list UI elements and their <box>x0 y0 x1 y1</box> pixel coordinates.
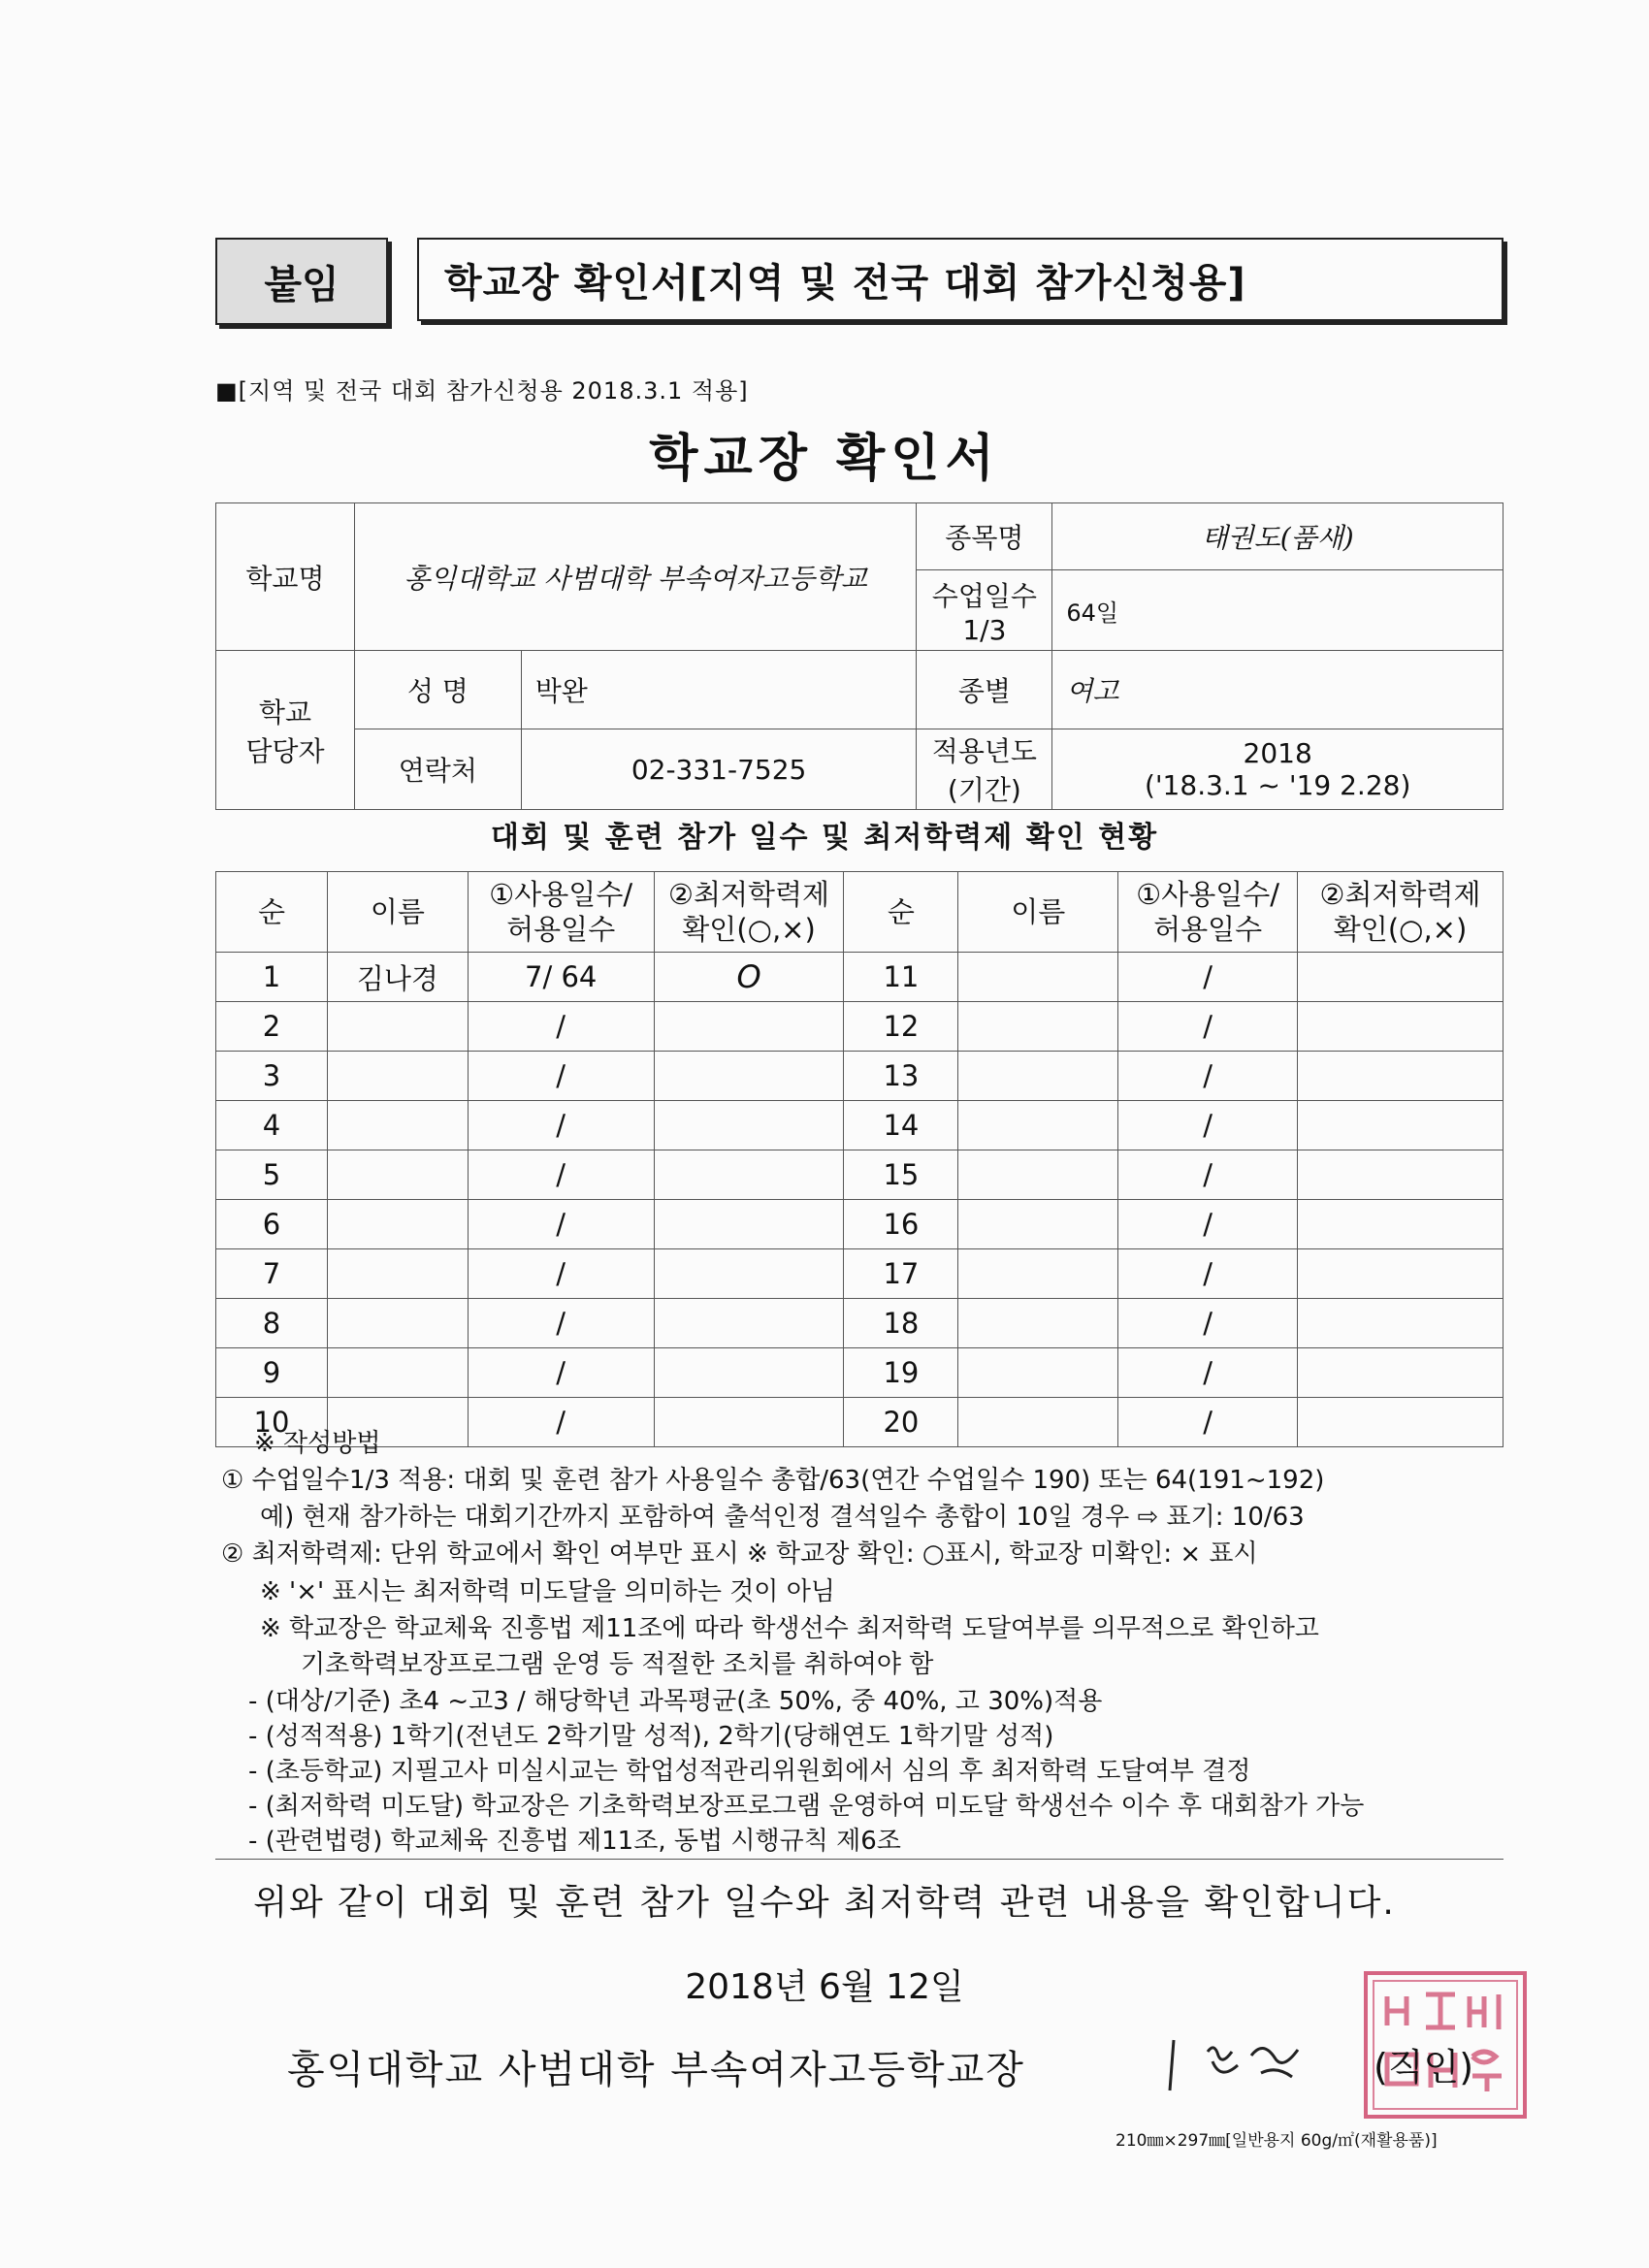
row-check-2 <box>1298 1150 1504 1200</box>
row-name-2 <box>958 1150 1118 1200</box>
event-label: 종목명 <box>917 503 1052 570</box>
note-line-7: - (대상/기준) 초4 ~고3 / 해당학년 과목평균(초 50%, 중 40%, 고 30%)적용 <box>248 1687 1103 1716</box>
signature-icon <box>1154 2023 1348 2100</box>
table-row <box>216 1348 1504 1398</box>
row-days: / <box>468 1052 654 1101</box>
row-no: 9 <box>216 1348 328 1398</box>
principal-name: 홍익대학교 사범대학 부속여자고등학교장 <box>287 2048 1025 2092</box>
row-check-2 <box>1298 1002 1504 1052</box>
col-header-check-2 <box>1298 872 1504 953</box>
participation-table-body <box>216 953 1504 1447</box>
row-check-2 <box>1298 1398 1504 1447</box>
row-no: 8 <box>216 1299 328 1348</box>
year-value-line1: 2018 <box>1243 737 1312 769</box>
row-name <box>327 1101 468 1150</box>
contact-label: 연락처 <box>354 729 521 810</box>
row-no-2: 13 <box>844 1052 958 1101</box>
row-no-2: 20 <box>844 1398 958 1447</box>
row-name-2 <box>958 1002 1118 1052</box>
category-label: 종별 <box>917 651 1052 729</box>
row-name-2 <box>958 1200 1118 1249</box>
col-header-no-2: 순 <box>844 872 958 953</box>
note-line-5: ※ 학교장은 학교체육 진흥법 제11조에 따라 학생선수 최저학력 도달여부를 의무적으로 확인하고 <box>260 1614 1319 1643</box>
row-name-2 <box>958 953 1118 1002</box>
table-row <box>216 1101 1504 1150</box>
document-header-title <box>417 238 1504 321</box>
row-check <box>654 1052 844 1101</box>
note-line-10: - (최저학력 미도달) 학교장은 기초학력보장프로그램 운영하여 미도달 학생선수 이수 후 대회참가 가능 <box>248 1792 1365 1821</box>
issue-date: 2018년 6월 12일 <box>685 1967 964 2007</box>
row-name-2 <box>958 1052 1118 1101</box>
row-days: / <box>468 1348 654 1398</box>
row-name-2 <box>958 1101 1118 1150</box>
row-no: 2 <box>216 1002 328 1052</box>
row-no-2: 11 <box>844 953 958 1002</box>
table-row <box>216 1200 1504 1249</box>
row-name-2 <box>958 1398 1118 1447</box>
row-name-2 <box>958 1299 1118 1348</box>
attachment-tag <box>215 238 388 325</box>
row-no: 7 <box>216 1249 328 1299</box>
row-check <box>654 1299 844 1348</box>
participation-table <box>215 871 1504 1447</box>
row-check <box>654 1101 844 1150</box>
notes-heading: ※ 작성방법 <box>254 1429 381 1458</box>
row-no-2: 19 <box>844 1348 958 1398</box>
row-no-2: 17 <box>844 1249 958 1299</box>
row-name <box>327 1249 468 1299</box>
row-days-2: / <box>1118 1299 1298 1348</box>
row-no-2: 12 <box>844 1002 958 1052</box>
days-label <box>917 570 1052 651</box>
row-no: 1 <box>216 953 328 1002</box>
table-row <box>216 1002 1504 1052</box>
row-check <box>654 1150 844 1200</box>
row-check: O <box>654 953 844 1002</box>
row-check-2 <box>1298 1249 1504 1299</box>
col-header-check-2-line1: ②최저학력제 <box>1319 877 1481 911</box>
row-name <box>327 1200 468 1249</box>
table-row <box>216 1052 1504 1101</box>
row-check-2 <box>1298 1348 1504 1398</box>
row-check-2 <box>1298 1101 1504 1150</box>
row-name <box>327 1150 468 1200</box>
row-no: 5 <box>216 1150 328 1200</box>
page-title: 학교장 확인서 <box>649 430 1000 488</box>
row-no-2: 14 <box>844 1101 958 1150</box>
table-row <box>216 1150 1504 1200</box>
row-check-2 <box>1298 1299 1504 1348</box>
row-no-2: 18 <box>844 1299 958 1348</box>
row-days: / <box>468 1002 654 1052</box>
year-label-line1: 적용년도 <box>931 735 1037 767</box>
row-days: / <box>468 1200 654 1249</box>
row-days: / <box>468 1150 654 1200</box>
staff-label-line2: 담당자 <box>245 734 325 767</box>
year-value <box>1052 729 1504 810</box>
note-line-3: ② 최저학력제: 단위 학교에서 확인 여부만 표시 ※ 학교장 확인: ○표시, 학교장 미확인: × 표시 <box>221 1539 1258 1569</box>
school-label: 학교명 <box>216 503 355 651</box>
attachment-tag-label: 붙임 <box>264 262 340 308</box>
row-days-2: / <box>1118 1101 1298 1150</box>
note-line-1: ① 수업일수1/3 적용: 대회 및 훈련 참가 사용일수 총합/63(연간 수업일수 190) 또는 64(191~192) <box>221 1466 1325 1495</box>
note-line-9: - (초등학교) 지필고사 미실시교는 학업성적관리위원회에서 심의 후 최저학력 도달여부 결정 <box>248 1757 1251 1786</box>
row-days: / <box>468 1299 654 1348</box>
row-check <box>654 1348 844 1398</box>
table-row <box>216 1249 1504 1299</box>
name-value: 박완 <box>521 651 917 729</box>
year-value-line2: ('18.3.1 ~ '19 2.28) <box>1144 769 1411 801</box>
row-days-2: / <box>1118 1150 1298 1200</box>
row-no: 4 <box>216 1101 328 1150</box>
days-value: 64일 <box>1052 570 1504 651</box>
col-header-no: 순 <box>216 872 328 953</box>
name-label: 성 명 <box>354 651 521 729</box>
year-label <box>917 729 1052 810</box>
staff-label-line1: 학교 <box>258 696 311 729</box>
col-header-check-line2: 확인(○,×) <box>682 913 816 946</box>
col-header-days <box>468 872 654 953</box>
paper-spec: 210㎜×297㎜[일반용지 60g/㎡(재활용품)] <box>1116 2131 1438 2151</box>
category-value: 여고 <box>1052 651 1504 729</box>
row-days: / <box>468 1101 654 1150</box>
row-days-2: / <box>1118 1249 1298 1299</box>
row-check <box>654 1398 844 1447</box>
row-days: / <box>468 1249 654 1299</box>
col-header-check-line1: ②최저학력제 <box>668 877 830 911</box>
col-header-check <box>654 872 844 953</box>
row-no: 3 <box>216 1052 328 1101</box>
row-name: 김나경 <box>327 953 468 1002</box>
row-name <box>327 1052 468 1101</box>
table-row <box>216 1398 1504 1447</box>
document-header-title-text: 학교장 확인서[지역 및 전국 대회 참가신청용] <box>444 260 1246 306</box>
note-line-2: 예) 현재 참가하는 대회기간까지 포함하여 출석인정 결석일수 총합이 10일 경우 ⇨ 표기: 10/63 <box>260 1503 1305 1532</box>
row-check-2 <box>1298 1052 1504 1101</box>
col-header-days-2-line1: ①사용일수/ <box>1136 877 1280 911</box>
days-label-line2: 1/3 <box>962 613 1007 646</box>
row-no: 10 <box>216 1398 328 1447</box>
row-days: 7/ 64 <box>468 953 654 1002</box>
seal-label: (직인) <box>1374 2046 1474 2089</box>
notes-divider <box>215 1859 1504 1860</box>
row-days-2: / <box>1118 1348 1298 1398</box>
school-info-table <box>215 502 1504 810</box>
row-name-2 <box>958 1348 1118 1398</box>
contact-value: 02-331-7525 <box>521 729 917 810</box>
col-header-days-2 <box>1118 872 1298 953</box>
col-header-check-2-line2: 확인(○,×) <box>1333 913 1468 946</box>
row-check <box>654 1002 844 1052</box>
col-header-days-line2: 허용일수 <box>506 913 616 946</box>
row-days: / <box>468 1398 654 1447</box>
col-header-name: 이름 <box>327 872 468 953</box>
note-line-8: - (성적적용) 1학기(전년도 2학기말 성적), 2학기(당해연도 1학기말 성적) <box>248 1722 1054 1751</box>
row-check-2 <box>1298 953 1504 1002</box>
row-check-2 <box>1298 1200 1504 1249</box>
note-line-11: - (관련법령) 학교체육 진흥법 제11조, 동법 시행규칙 제6조 <box>248 1827 901 1856</box>
row-name <box>327 1002 468 1052</box>
event-value: 태권도(품새) <box>1052 503 1504 570</box>
row-name <box>327 1348 468 1398</box>
section-title: 대회 및 훈련 참가 일수 및 최저학력제 확인 현황 <box>490 821 1159 855</box>
row-days-2: / <box>1118 1002 1298 1052</box>
row-check <box>654 1249 844 1299</box>
staff-label <box>216 651 355 810</box>
row-days-2: / <box>1118 953 1298 1002</box>
col-header-days-2-line2: 허용일수 <box>1153 913 1263 946</box>
table-row <box>216 953 1504 1002</box>
row-no-2: 16 <box>844 1200 958 1249</box>
row-days-2: / <box>1118 1398 1298 1447</box>
confirmation-text: 위와 같이 대회 및 훈련 참가 일수와 최저학력 관련 내용을 확인합니다. <box>253 1883 1396 1923</box>
table-row <box>216 1299 1504 1348</box>
row-days-2: / <box>1118 1052 1298 1101</box>
form-note: ■[지역 및 전국 대회 참가신청용 2018.3.1 적용] <box>215 377 749 405</box>
note-line-6: 기초학력보장프로그램 운영 등 적절한 조치를 취하여야 함 <box>301 1650 934 1679</box>
row-name-2 <box>958 1249 1118 1299</box>
row-no: 6 <box>216 1200 328 1249</box>
row-check <box>654 1200 844 1249</box>
days-label-line1: 수업일수 <box>931 579 1037 612</box>
col-header-name-2: 이름 <box>958 872 1118 953</box>
row-name <box>327 1299 468 1348</box>
row-days-2: / <box>1118 1200 1298 1249</box>
row-no-2: 15 <box>844 1150 958 1200</box>
school-value: 홍익대학교 사범대학 부속여자고등학교 <box>354 503 917 651</box>
col-header-days-line1: ①사용일수/ <box>489 877 633 911</box>
year-label-line2: (기간) <box>947 774 1021 806</box>
note-line-4: ※ '×' 표시는 최저학력 미도달을 의미하는 것이 아님 <box>260 1577 835 1606</box>
